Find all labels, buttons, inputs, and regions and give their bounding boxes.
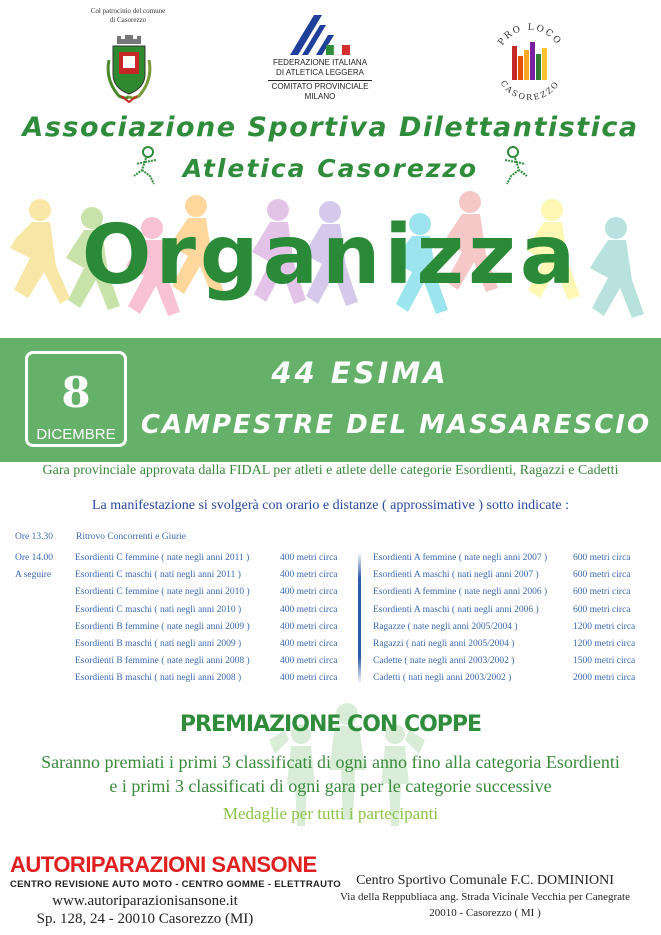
schedule-distance: 400 metri circa <box>280 621 338 632</box>
approval-text: Gara provinciale approvata dalla FIDAL per atleti e atlete delle categorie Esordienti, Ragazzi e Cadetti <box>42 463 619 478</box>
schedule-category: Ragazze ( nate negli anni 2005/2004 ) <box>373 621 518 632</box>
sponsor-website[interactable]: www.autoriparazionisansone.it <box>52 893 238 909</box>
schedule-distance: 1200 metri circa <box>573 639 636 649</box>
fidal-line-4: MILANO <box>304 92 336 101</box>
patrocinio-line-1: Col patrocinio del comune <box>90 7 166 15</box>
venue-name: Centro Sportivo Comunale F.C. DOMINIONI <box>356 873 614 888</box>
fidal-line-3: COMITATO PROVINCIALE <box>271 82 369 91</box>
event-day: 8 <box>61 368 91 417</box>
runner-icon <box>497 146 531 186</box>
event-name: CAMPESTRE DEL MASSARESCIO <box>140 410 652 440</box>
schedule-category: Cadetti ( nati negli anni 2003/2002 ) <box>373 673 512 684</box>
sponsor-address: Sp. 128, 24 - 20010 Casorezzo (MI) <box>36 911 254 927</box>
sponsor-name: AUTORIPARAZIONI SANSONE <box>10 852 317 877</box>
schedule-category: Esordienti A femmine ( nate negli anni 2007 ) <box>373 553 548 563</box>
association-title: Associazione Sportiva Dilettantistica <box>22 112 639 143</box>
manifest-text: La manifestazione si svolgerà con orario e distanze ( approssimative ) sotto indicate : <box>91 498 569 513</box>
fidal-logo-icon <box>286 13 352 57</box>
patrocinio-line-2: di Casorezzo <box>109 16 147 24</box>
schedule-category: Esordienti B femmine ( nate negli anni 2009 ) <box>75 621 250 632</box>
runner-icon-right <box>497 146 531 190</box>
schedule-category: Ragazzi ( nati negli anni 2005/2004 ) <box>373 639 515 649</box>
schedule-distance: 400 metri circa <box>280 553 338 563</box>
schedule-distance: 400 metri circa <box>280 587 338 598</box>
svg-text:PRO LOCO: PRO LOCO <box>496 22 564 48</box>
schedule-distance: 400 metri circa <box>280 656 338 667</box>
schedule-distance: 600 metri circa <box>573 570 631 581</box>
fidal-divider <box>268 80 372 81</box>
schedule-distance: 1200 metri circa <box>573 621 636 632</box>
schedule-category: Esordienti B maschi ( nati negli anni 2009 ) <box>75 639 242 649</box>
association-subtitle: Atletica Casorezzo <box>182 154 479 183</box>
coat-of-arms-icon <box>103 30 155 106</box>
schedule-category: Esordienti A maschi ( nati negli anni 2006 ) <box>373 604 539 615</box>
premiazione-line-2: e i primi 3 classificati di ogni gara per le categorie successive <box>109 776 552 796</box>
event-month: DICEMBRE <box>36 426 116 443</box>
schedule-category: Esordienti C femmine ( nate negli anni 2011 ) <box>75 553 250 563</box>
schedule-distance: 600 metri circa <box>573 553 631 563</box>
premiazione-title: PREMIAZIONE CON COPPE <box>179 712 482 737</box>
schedule-category: Esordienti C maschi ( nati negli anni 2011 ) <box>75 570 241 581</box>
date-box <box>25 351 127 447</box>
organizza-headline: Organizza <box>81 208 580 303</box>
schedule-category: Esordienti B femmine ( nate negli anni 2008 ) <box>75 656 250 667</box>
schedule-distance: 400 metri circa <box>280 604 338 615</box>
intro-time: Ore 13.30 <box>15 532 53 542</box>
intro-label: Ritrovo Concorrenti e Giurie <box>76 532 187 542</box>
schedule-divider <box>358 552 361 684</box>
premiazione-line-1: Saranno premiati i primi 3 classificati di ogni anno fino alla categoria Esordienti <box>41 752 620 772</box>
schedule-category: Esordienti C femmine ( nate negli anni 2010 ) <box>75 587 250 598</box>
schedule-distance: 400 metri circa <box>280 639 338 649</box>
fidal-line-2: DI ATLETICA LEGGERA <box>276 68 364 77</box>
schedule-distance: 1500 metri circa <box>573 656 636 667</box>
schedule-distance: 600 metri circa <box>573 604 631 615</box>
pro-loco-logo-icon <box>484 16 576 108</box>
venue-address: Via della Reppubliaca ang. Strada Vicinale Vecchia per Canegrate <box>340 891 630 903</box>
event-edition: 44 ESIMA <box>271 356 449 390</box>
schedule-category: Esordienti A femmine ( nate negli anni 2006 ) <box>373 587 548 598</box>
schedule-category: Esordienti B maschi ( nati negli anni 2008 ) <box>75 673 242 684</box>
medaglie-text: Medaglie per tutti i partecipanti <box>222 804 439 823</box>
start-time: Ore 14.00 <box>15 553 53 563</box>
schedule-distance: 400 metri circa <box>280 570 338 581</box>
schedule-category: Esordienti C maschi ( nati negli anni 2010 ) <box>75 604 242 615</box>
fidal-line-1: FEDERAZIONE ITALIANA <box>272 58 368 67</box>
svg-text:CASOREZZO: CASOREZZO <box>498 78 562 103</box>
following-time: A seguire <box>15 570 52 580</box>
schedule-category: Esordienti A maschi ( nati negli anni 2007 ) <box>373 570 539 581</box>
sponsor-services: CENTRO REVISIONE AUTO MOTO - CENTRO GOMME - ELETTRAUTO <box>10 879 341 890</box>
schedule-distance: 400 metri circa <box>280 673 338 684</box>
schedule-distance: 2000 metri circa <box>573 673 636 684</box>
schedule-distance: 600 metri circa <box>573 587 631 598</box>
patrocinio-text <box>68 7 188 25</box>
venue-city: 20010 - Casorezzo ( MI ) <box>429 907 541 919</box>
schedule-category: Cadette ( nate negli anni 2003/2002 ) <box>373 656 515 667</box>
